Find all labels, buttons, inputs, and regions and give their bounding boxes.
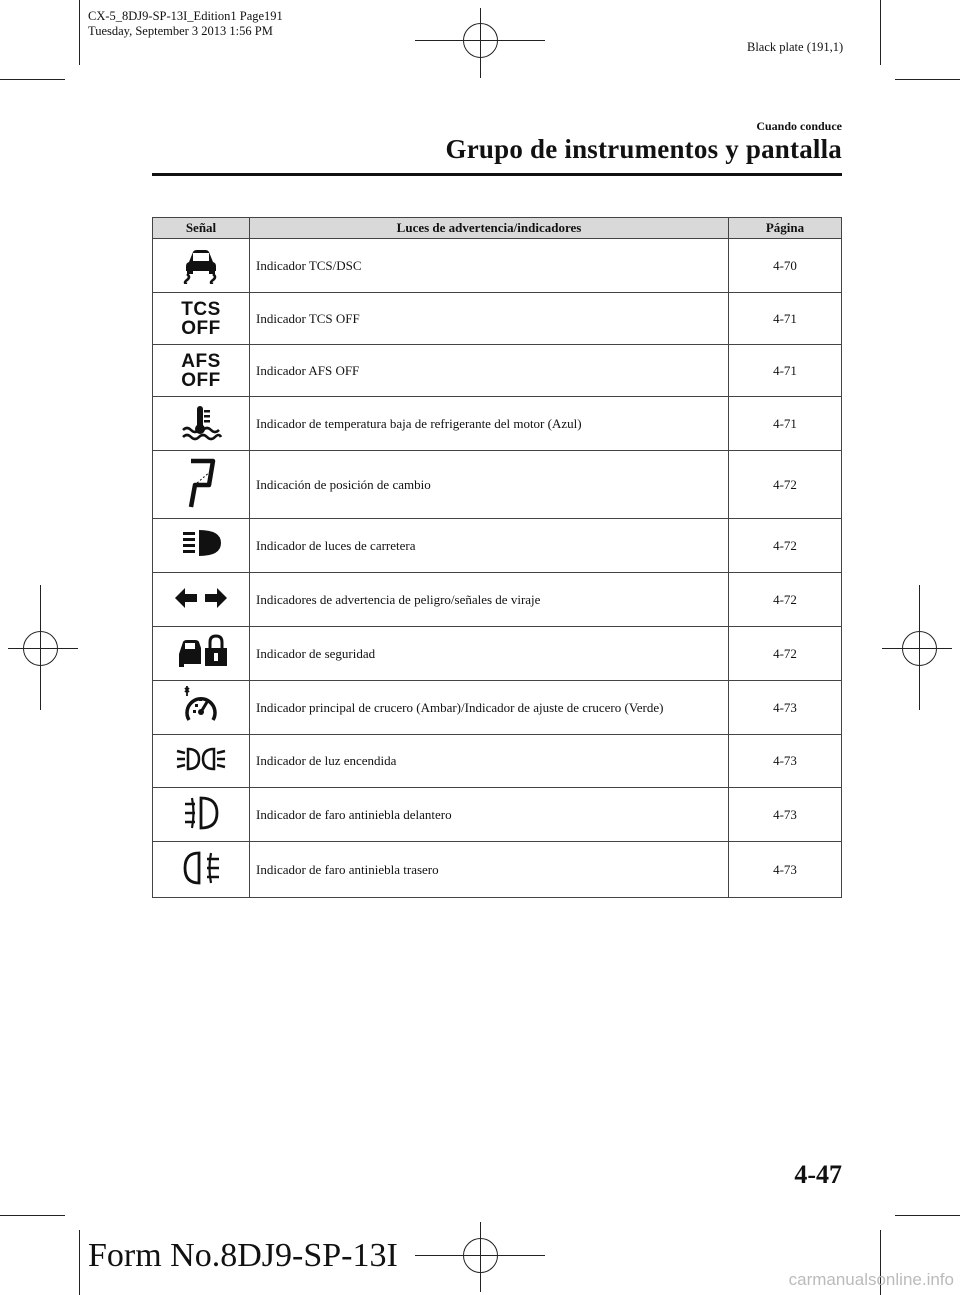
watermark: carmanualsonline.info bbox=[788, 1270, 954, 1289]
table-row bbox=[153, 519, 842, 573]
print-date-label: Tuesday, September 3 2013 1:56 PM bbox=[88, 24, 273, 38]
lights-on-icon bbox=[173, 763, 229, 778]
page-ref: 4-72 bbox=[729, 519, 842, 573]
table-header-row bbox=[153, 218, 842, 239]
crop-mark bbox=[895, 1215, 960, 1216]
page-ref: 4-73 bbox=[729, 681, 842, 735]
coolant-temperature-icon bbox=[177, 430, 225, 445]
registration-circle bbox=[23, 631, 58, 666]
table-row bbox=[153, 788, 842, 842]
security-icon bbox=[175, 660, 227, 675]
indicator-label: Indicador de seguridad bbox=[250, 627, 729, 681]
table-row bbox=[153, 293, 842, 345]
page-ref: 4-73 bbox=[729, 788, 842, 842]
crop-mark bbox=[0, 79, 65, 80]
table-row bbox=[153, 681, 842, 735]
registration-circle bbox=[463, 23, 498, 58]
table-row bbox=[153, 573, 842, 627]
page-number: 4-47 bbox=[794, 1160, 842, 1189]
tcs-dsc-icon bbox=[177, 272, 225, 287]
header-signal: Señal bbox=[153, 218, 250, 239]
print-file-label: CX-5_8DJ9-SP-13I_Edition1 Page191 bbox=[88, 9, 283, 23]
table-row bbox=[153, 735, 842, 788]
indicator-label: Indicador de temperatura baja de refrigerante del motor (Azul) bbox=[250, 397, 729, 451]
crop-mark bbox=[0, 1215, 65, 1216]
indicator-label: Indicación de posición de cambio bbox=[250, 451, 729, 519]
crop-mark bbox=[895, 79, 960, 80]
page-title: Grupo de instrumentos y pantalla bbox=[445, 134, 842, 164]
page-ref: 4-73 bbox=[729, 842, 842, 898]
plate-label: Black plate (191,1) bbox=[747, 40, 844, 54]
page-ref: 4-71 bbox=[729, 397, 842, 451]
header-page: Página bbox=[729, 218, 842, 239]
indicator-table bbox=[152, 217, 842, 898]
table-row bbox=[153, 842, 842, 898]
indicator-label: Indicador de luces de carretera bbox=[250, 519, 729, 573]
indicator-label: Indicador de faro antiniebla trasero bbox=[250, 842, 729, 898]
high-beam-icon bbox=[177, 550, 225, 565]
page-ref: 4-73 bbox=[729, 735, 842, 788]
title-rule bbox=[152, 173, 842, 176]
registration-circle bbox=[463, 1238, 498, 1273]
indicator-label: Indicador TCS OFF bbox=[250, 293, 729, 345]
page-ref: 4-71 bbox=[729, 345, 842, 397]
form-number: Form No.8DJ9-SP-13I bbox=[88, 1237, 398, 1274]
crop-mark bbox=[79, 0, 80, 65]
cruise-control-icon bbox=[179, 716, 223, 731]
section-label: Cuando conduce bbox=[756, 119, 842, 133]
table-row bbox=[153, 239, 842, 293]
front-fog-icon bbox=[179, 820, 223, 835]
header-lights: Luces de advertencia/indicadores bbox=[250, 218, 729, 239]
indicator-label: Indicador de faro antiniebla delantero bbox=[250, 788, 729, 842]
afs-off-icon: AFS OFF bbox=[181, 350, 221, 391]
page-ref: 4-70 bbox=[729, 239, 842, 293]
indicator-label: Indicadores de advertencia de peligro/señales de viraje bbox=[250, 573, 729, 627]
page-ref: 4-71 bbox=[729, 293, 842, 345]
shift-position-icon bbox=[177, 499, 225, 514]
indicator-label: Indicador principal de crucero (Ambar)/Indicador de ajuste de crucero (Verde) bbox=[250, 681, 729, 735]
page-ref: 4-72 bbox=[729, 573, 842, 627]
tcs-off-icon: TCS OFF bbox=[181, 298, 221, 339]
page-ref: 4-72 bbox=[729, 451, 842, 519]
indicator-label: Indicador TCS/DSC bbox=[250, 239, 729, 293]
table-row bbox=[153, 451, 842, 519]
indicator-label: Indicador AFS OFF bbox=[250, 345, 729, 397]
rear-fog-icon bbox=[179, 875, 223, 890]
turn-signal-icon bbox=[173, 600, 229, 615]
page-ref: 4-72 bbox=[729, 627, 842, 681]
indicator-label: Indicador de luz encendida bbox=[250, 735, 729, 788]
table-row bbox=[153, 345, 842, 397]
table-row bbox=[153, 627, 842, 681]
table-row bbox=[153, 397, 842, 451]
crop-mark bbox=[79, 1230, 80, 1295]
crop-mark bbox=[880, 0, 881, 65]
registration-circle bbox=[902, 631, 937, 666]
